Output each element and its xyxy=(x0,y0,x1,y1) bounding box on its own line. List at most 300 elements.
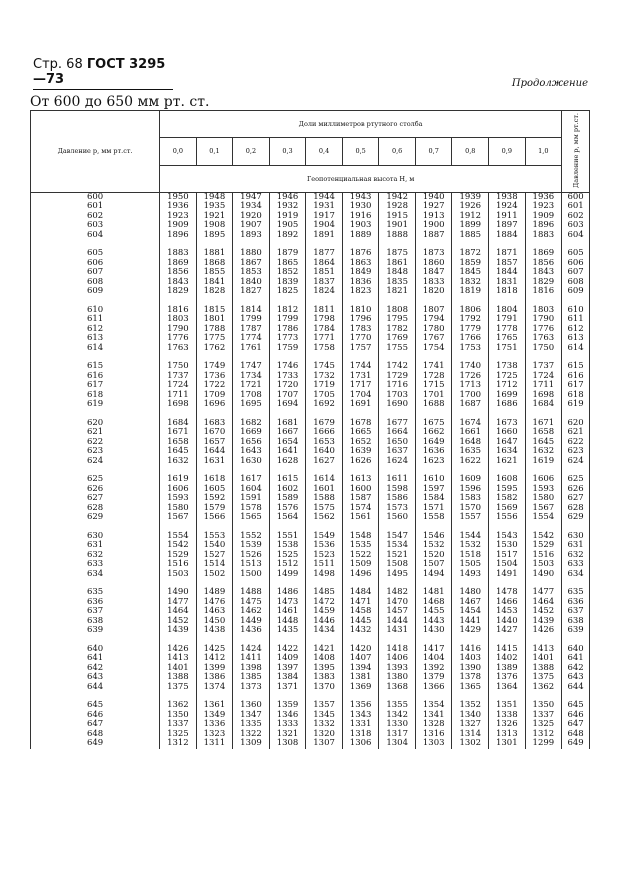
altitude-cell: 1635 xyxy=(452,447,489,457)
altitude-cell: 1320 xyxy=(306,730,343,740)
altitude-cell: 1818 xyxy=(489,287,526,297)
altitude-cell: 1892 xyxy=(269,231,306,241)
altitude-cell: 1583 xyxy=(452,494,489,504)
altitude-cell: 1415 xyxy=(489,645,526,655)
altitude-cell: 1349 xyxy=(196,711,233,721)
altitude-cell: 1395 xyxy=(306,664,343,674)
altitude-cell: 1342 xyxy=(379,711,416,721)
altitude-cell: 1593 xyxy=(525,485,562,495)
altitude-cell: 1444 xyxy=(379,617,416,627)
pressure-cell: 622 xyxy=(31,438,160,448)
pressure-cell: 608 xyxy=(31,278,160,288)
altitude-cell: 1388 xyxy=(160,673,197,683)
pressure-cell: 635 xyxy=(562,588,590,598)
altitude-cell: 1950 xyxy=(160,192,197,202)
altitude-cell: 1821 xyxy=(379,287,416,297)
altitude-cell: 1852 xyxy=(269,268,306,278)
pressure-cell: 637 xyxy=(31,607,160,617)
altitude-cell: 1580 xyxy=(160,504,197,514)
altitude-cell: 1486 xyxy=(269,588,306,598)
altitude-cell: 1857 xyxy=(489,259,526,269)
altitude-cell: 1790 xyxy=(160,325,197,335)
altitude-cell: 1628 xyxy=(269,457,306,467)
pressure-cell: 641 xyxy=(562,654,590,664)
altitude-cell: 1816 xyxy=(525,287,562,297)
table-row xyxy=(31,570,590,580)
pressure-cell: 601 xyxy=(31,202,160,212)
altitude-cell: 1803 xyxy=(525,306,562,316)
altitude-cell: 1645 xyxy=(525,438,562,448)
altitude-cell: 1543 xyxy=(489,532,526,542)
altitude-cell: 1779 xyxy=(452,325,489,335)
altitude-cell: 1354 xyxy=(415,701,452,711)
altitude-cell: 1948 xyxy=(196,192,233,202)
altitude-cell: 1819 xyxy=(452,287,489,297)
altitude-cell: 1560 xyxy=(379,513,416,523)
altitude-cell: 1880 xyxy=(233,249,270,259)
altitude-cell: 1365 xyxy=(452,683,489,693)
altitude-cell: 1784 xyxy=(306,325,343,335)
altitude-cell: 1312 xyxy=(160,739,197,749)
altitude-cell: 1507 xyxy=(415,560,452,570)
altitude-cell: 1645 xyxy=(160,447,197,457)
altitude-cell: 1498 xyxy=(306,570,343,580)
altitude-cell: 1488 xyxy=(233,588,270,598)
pressure-cell: 619 xyxy=(562,400,590,410)
altitude-cell: 1477 xyxy=(160,598,197,608)
altitude-cell: 1386 xyxy=(196,673,233,683)
altitude-cell: 1520 xyxy=(415,551,452,561)
altitude-cell: 1311 xyxy=(196,739,233,749)
altitude-cell: 1401 xyxy=(525,654,562,664)
altitude-cell: 1493 xyxy=(452,570,489,580)
altitude-cell: 1343 xyxy=(342,711,379,721)
pressure-cell: 624 xyxy=(562,457,590,467)
altitude-cell: 1670 xyxy=(196,428,233,438)
altitude-cell: 1546 xyxy=(415,532,452,542)
altitude-cell: 1840 xyxy=(233,278,270,288)
altitude-cell: 1371 xyxy=(269,683,306,693)
altitude-cell: 1888 xyxy=(379,231,416,241)
pressure-cell: 627 xyxy=(562,494,590,504)
altitude-cell: 1495 xyxy=(379,570,416,580)
pressure-cell: 633 xyxy=(562,560,590,570)
altitude-cell: 1687 xyxy=(452,400,489,410)
pressure-cell: 629 xyxy=(562,513,590,523)
altitude-cell: 1769 xyxy=(379,334,416,344)
altitude-cell: 1491 xyxy=(489,570,526,580)
altitude-cell: 1885 xyxy=(452,231,489,241)
pressure-cell: 613 xyxy=(31,334,160,344)
altitude-cell: 1450 xyxy=(196,617,233,627)
altitude-cell: 1411 xyxy=(233,654,270,664)
altitude-cell: 1893 xyxy=(233,231,270,241)
altitude-cell: 1347 xyxy=(233,711,270,721)
altitude-cell: 1389 xyxy=(489,664,526,674)
altitude-cell: 1323 xyxy=(196,730,233,740)
altitude-cell: 1467 xyxy=(452,598,489,608)
pressure-cell: 619 xyxy=(31,400,160,410)
altitude-cell: 1336 xyxy=(196,720,233,730)
altitude-cell: 1691 xyxy=(342,400,379,410)
column-header: 0,7 xyxy=(415,138,452,165)
altitude-cell: 1939 xyxy=(452,192,489,202)
altitude-cell: 1921 xyxy=(196,212,233,222)
altitude-cell: 1872 xyxy=(452,249,489,259)
table-row xyxy=(31,400,590,410)
altitude-cell: 1671 xyxy=(160,428,197,438)
altitude-cell: 1516 xyxy=(160,560,197,570)
altitude-cell: 1580 xyxy=(525,494,562,504)
altitude-cell: 1476 xyxy=(196,598,233,608)
altitude-cell: 1686 xyxy=(489,400,526,410)
altitude-cell: 1916 xyxy=(342,212,379,222)
altitude-cell: 1798 xyxy=(306,315,343,325)
altitude-cell: 1494 xyxy=(415,570,452,580)
altitude-cell: 1503 xyxy=(525,560,562,570)
altitude-cell: 1413 xyxy=(525,645,562,655)
altitude-cell: 1332 xyxy=(306,720,343,730)
altitude-cell: 1648 xyxy=(452,438,489,448)
altitude-cell: 1665 xyxy=(342,428,379,438)
altitude-cell: 1934 xyxy=(233,202,270,212)
altitude-cell: 1923 xyxy=(160,212,197,222)
altitude-cell: 1920 xyxy=(233,212,270,222)
altitude-cell: 1502 xyxy=(196,570,233,580)
altitude-cell: 1711 xyxy=(160,391,197,401)
altitude-cell: 1803 xyxy=(160,315,197,325)
altitude-cell: 1621 xyxy=(489,457,526,467)
altitude-cell: 1557 xyxy=(452,513,489,523)
altitude-cell: 1701 xyxy=(415,391,452,401)
altitude-cell: 1833 xyxy=(415,278,452,288)
altitude-cell: 1445 xyxy=(342,617,379,627)
altitude-cell: 1684 xyxy=(525,400,562,410)
altitude-cell: 1304 xyxy=(379,739,416,749)
altitude-cell: 1647 xyxy=(489,438,526,448)
altitude-cell: 1849 xyxy=(342,268,379,278)
altitude-cell: 1554 xyxy=(160,532,197,542)
altitude-cell: 1786 xyxy=(269,325,306,335)
altitude-cell: 1744 xyxy=(342,362,379,372)
altitude-cell: 1828 xyxy=(196,287,233,297)
altitude-cell: 1435 xyxy=(269,626,306,636)
altitude-cell: 1499 xyxy=(269,570,306,580)
altitude-cell: 1477 xyxy=(525,588,562,598)
altitude-cell: 1796 xyxy=(342,315,379,325)
table-row xyxy=(31,287,590,297)
altitude-cell: 1337 xyxy=(160,720,197,730)
altitude-cell: 1333 xyxy=(269,720,306,730)
altitude-cell: 1547 xyxy=(379,532,416,542)
altitude-cell: 1683 xyxy=(196,419,233,429)
altitude-cell: 1448 xyxy=(269,617,306,627)
altitude-cell: 1794 xyxy=(415,315,452,325)
page-header xyxy=(33,57,173,90)
altitude-cell: 1459 xyxy=(306,607,343,617)
pressure-cell: 615 xyxy=(31,362,160,372)
altitude-cell: 1622 xyxy=(452,457,489,467)
altitude-cell: 1570 xyxy=(452,504,489,514)
altitude-cell: 1644 xyxy=(196,447,233,457)
altitude-cell: 1836 xyxy=(342,278,379,288)
altitude-cell: 1876 xyxy=(342,249,379,259)
pressure-cell: 633 xyxy=(31,560,160,570)
altitude-cell: 1869 xyxy=(525,249,562,259)
altitude-cell: 1820 xyxy=(415,287,452,297)
altitude-cell: 1611 xyxy=(379,475,416,485)
altitude-cell: 1440 xyxy=(489,617,526,627)
altitude-cell: 1780 xyxy=(415,325,452,335)
altitude-cell: 1378 xyxy=(452,673,489,683)
altitude-cell: 1899 xyxy=(452,221,489,231)
pressure-cell: 623 xyxy=(562,447,590,457)
altitude-cell: 1466 xyxy=(489,598,526,608)
altitude-cell: 1390 xyxy=(452,664,489,674)
altitude-cell: 1482 xyxy=(379,588,416,598)
altitude-cell: 1584 xyxy=(415,494,452,504)
pressure-cell: 613 xyxy=(562,334,590,344)
altitude-cell: 1327 xyxy=(452,720,489,730)
pressure-cell: 627 xyxy=(31,494,160,504)
altitude-cell: 1376 xyxy=(489,673,526,683)
altitude-cell: 1684 xyxy=(160,419,197,429)
altitude-cell: 1855 xyxy=(196,268,233,278)
altitude-cell: 1350 xyxy=(160,711,197,721)
altitude-cell: 1556 xyxy=(489,513,526,523)
altitude-cell: 1747 xyxy=(233,362,270,372)
column-header: 0,8 xyxy=(452,138,489,165)
altitude-cell: 1745 xyxy=(306,362,343,372)
column-header: 0,5 xyxy=(342,138,379,165)
altitude-cell: 1883 xyxy=(525,231,562,241)
pressure-cell: 621 xyxy=(562,428,590,438)
altitude-cell: 1610 xyxy=(415,475,452,485)
altitude-cell: 1449 xyxy=(233,617,270,627)
altitude-cell: 1452 xyxy=(160,617,197,627)
altitude-cell: 1736 xyxy=(196,372,233,382)
altitude-cell: 1458 xyxy=(342,607,379,617)
altitude-cell: 1681 xyxy=(269,419,306,429)
altitude-cell: 1763 xyxy=(160,344,197,354)
pressure-cell: 606 xyxy=(31,259,160,269)
altitude-cell: 1582 xyxy=(489,494,526,504)
altitude-cell: 1754 xyxy=(415,344,452,354)
table-row xyxy=(31,513,590,523)
altitude-cell: 1513 xyxy=(233,560,270,570)
altitude-cell: 1608 xyxy=(489,475,526,485)
pressure-cell: 638 xyxy=(562,617,590,627)
altitude-cell: 1552 xyxy=(233,532,270,542)
altitude-cell: 1544 xyxy=(452,532,489,542)
altitude-cell: 1917 xyxy=(306,212,343,222)
altitude-cell: 1473 xyxy=(269,598,306,608)
altitude-cell: 1317 xyxy=(379,730,416,740)
altitude-cell: 1783 xyxy=(342,325,379,335)
altitude-cell: 1863 xyxy=(342,259,379,269)
pressure-cell: 618 xyxy=(31,391,160,401)
altitude-cell: 1936 xyxy=(525,192,562,202)
altitude-cell: 1696 xyxy=(196,400,233,410)
altitude-cell: 1737 xyxy=(160,372,197,382)
altitude-cell: 1368 xyxy=(379,683,416,693)
pressure-cell: 648 xyxy=(562,730,590,740)
altitude-cell: 1425 xyxy=(196,645,233,655)
altitude-cell: 1666 xyxy=(306,428,343,438)
altitude-cell: 1709 xyxy=(196,391,233,401)
altitude-cell: 1301 xyxy=(489,739,526,749)
altitude-cell: 1464 xyxy=(160,607,197,617)
altitude-cell: 1454 xyxy=(452,607,489,617)
altitude-cell: 1355 xyxy=(379,701,416,711)
range-title: От 600 до 650 мм рт. ст. xyxy=(30,94,210,110)
altitude-cell: 1675 xyxy=(415,419,452,429)
altitude-cell: 1671 xyxy=(525,419,562,429)
altitude-cell: 1542 xyxy=(160,541,197,551)
altitude-cell: 1409 xyxy=(269,654,306,664)
altitude-cell: 1370 xyxy=(306,683,343,693)
altitude-cell: 1722 xyxy=(196,381,233,391)
altitude-cell: 1403 xyxy=(452,654,489,664)
altitude-cell: 1873 xyxy=(415,249,452,259)
altitude-cell: 1831 xyxy=(489,278,526,288)
altitude-cell: 1589 xyxy=(269,494,306,504)
pressure-cell: 648 xyxy=(31,730,160,740)
altitude-cell: 1761 xyxy=(233,344,270,354)
altitude-cell: 1792 xyxy=(452,315,489,325)
pressure-cell: 603 xyxy=(31,221,160,231)
altitude-cell: 1787 xyxy=(233,325,270,335)
pressure-cell: 608 xyxy=(562,278,590,288)
altitude-cell: 1601 xyxy=(306,485,343,495)
standard-id: ГОСТ 3295—73 xyxy=(33,57,166,87)
altitude-cell: 1731 xyxy=(342,372,379,382)
table-row xyxy=(31,344,590,354)
altitude-cell: 1362 xyxy=(525,683,562,693)
altitude-cell: 1844 xyxy=(489,268,526,278)
altitude-cell: 1463 xyxy=(196,607,233,617)
altitude-cell: 1788 xyxy=(196,325,233,335)
altitude-cell: 1375 xyxy=(525,673,562,683)
right-pressure-header: Давление p, мм рт.ст. xyxy=(562,111,590,193)
altitude-cell: 1314 xyxy=(452,730,489,740)
pressure-cell: 643 xyxy=(562,673,590,683)
altitude-cell: 1381 xyxy=(342,673,379,683)
pressure-cell: 615 xyxy=(562,362,590,372)
altitude-cell: 1856 xyxy=(525,259,562,269)
altitude-cell: 1869 xyxy=(160,259,197,269)
altitude-cell: 1881 xyxy=(196,249,233,259)
altitude-cell: 1867 xyxy=(233,259,270,269)
altitude-cell: 1804 xyxy=(489,306,526,316)
altitude-cell: 1325 xyxy=(160,730,197,740)
altitude-cell: 1641 xyxy=(269,447,306,457)
altitude-cell: 1536 xyxy=(306,541,343,551)
altitude-cell: 1799 xyxy=(269,315,306,325)
altitude-cell: 1416 xyxy=(452,645,489,655)
altitude-cell: 1911 xyxy=(489,212,526,222)
altitude-cell: 1835 xyxy=(379,278,416,288)
altitude-cell: 1724 xyxy=(160,381,197,391)
column-header: 0,2 xyxy=(233,138,270,165)
pressure-cell: 629 xyxy=(31,513,160,523)
altitude-cell: 1309 xyxy=(233,739,270,749)
altitude-cell: 1669 xyxy=(233,428,270,438)
altitude-cell: 1829 xyxy=(525,278,562,288)
altitude-cell: 1366 xyxy=(415,683,452,693)
altitude-cell: 1832 xyxy=(452,278,489,288)
pressure-cell: 610 xyxy=(562,306,590,316)
pressure-cell: 606 xyxy=(562,259,590,269)
altitude-cell: 1420 xyxy=(342,645,379,655)
pressure-cell: 617 xyxy=(562,381,590,391)
altitude-cell: 1350 xyxy=(525,701,562,711)
altitude-cell: 1811 xyxy=(306,306,343,316)
altitude-cell: 1595 xyxy=(489,485,526,495)
altitude-cell: 1944 xyxy=(306,192,343,202)
altitude-cell: 1649 xyxy=(415,438,452,448)
altitude-cell: 1606 xyxy=(525,475,562,485)
altitude-cell: 1484 xyxy=(342,588,379,598)
pressure-cell: 602 xyxy=(31,212,160,222)
column-header: 0,1 xyxy=(196,138,233,165)
altitude-cell: 1653 xyxy=(306,438,343,448)
pressure-cell: 607 xyxy=(562,268,590,278)
pressure-cell: 647 xyxy=(562,720,590,730)
altitude-cell: 1375 xyxy=(160,683,197,693)
altitude-cell: 1688 xyxy=(415,400,452,410)
pressure-cell: 603 xyxy=(562,221,590,231)
altitude-cell: 1674 xyxy=(452,419,489,429)
altitude-cell: 1579 xyxy=(196,504,233,514)
pressure-cell: 636 xyxy=(562,598,590,608)
altitude-cell: 1667 xyxy=(269,428,306,438)
altitude-cell: 1707 xyxy=(269,391,306,401)
altitude-cell: 1388 xyxy=(525,664,562,674)
altitude-cell: 1630 xyxy=(233,457,270,467)
pressure-cell: 643 xyxy=(31,673,160,683)
pressure-cell: 620 xyxy=(562,419,590,429)
pressure-cell: 611 xyxy=(562,315,590,325)
altitude-cell: 1737 xyxy=(525,362,562,372)
altitude-cell: 1573 xyxy=(379,504,416,514)
pressure-cell: 628 xyxy=(31,504,160,514)
altitude-cell: 1404 xyxy=(415,654,452,664)
altitude-cell: 1823 xyxy=(342,287,379,297)
altitude-cell: 1417 xyxy=(415,645,452,655)
altitude-cell: 1724 xyxy=(525,372,562,382)
altitude-cell: 1503 xyxy=(160,570,197,580)
altitude-cell: 1771 xyxy=(306,334,343,344)
altitude-cell: 1947 xyxy=(233,192,270,202)
altitude-cell: 1522 xyxy=(342,551,379,561)
altitude-cell: 1776 xyxy=(160,334,197,344)
altitude-cell: 1782 xyxy=(379,325,416,335)
altitude-cell: 1401 xyxy=(160,664,197,674)
altitude-cell: 1331 xyxy=(342,720,379,730)
altitude-cell: 1436 xyxy=(233,626,270,636)
altitude-cell: 1717 xyxy=(342,381,379,391)
altitude-cell: 1511 xyxy=(306,560,343,570)
pressure-cell: 601 xyxy=(562,202,590,212)
altitude-cell: 1602 xyxy=(269,485,306,495)
pressure-cell: 612 xyxy=(31,325,160,335)
altitude-cell: 1443 xyxy=(415,617,452,627)
altitude-cell: 1481 xyxy=(415,588,452,598)
altitude-cell: 1763 xyxy=(525,334,562,344)
altitude-cell: 1430 xyxy=(415,626,452,636)
altitude-cell: 1749 xyxy=(196,362,233,372)
